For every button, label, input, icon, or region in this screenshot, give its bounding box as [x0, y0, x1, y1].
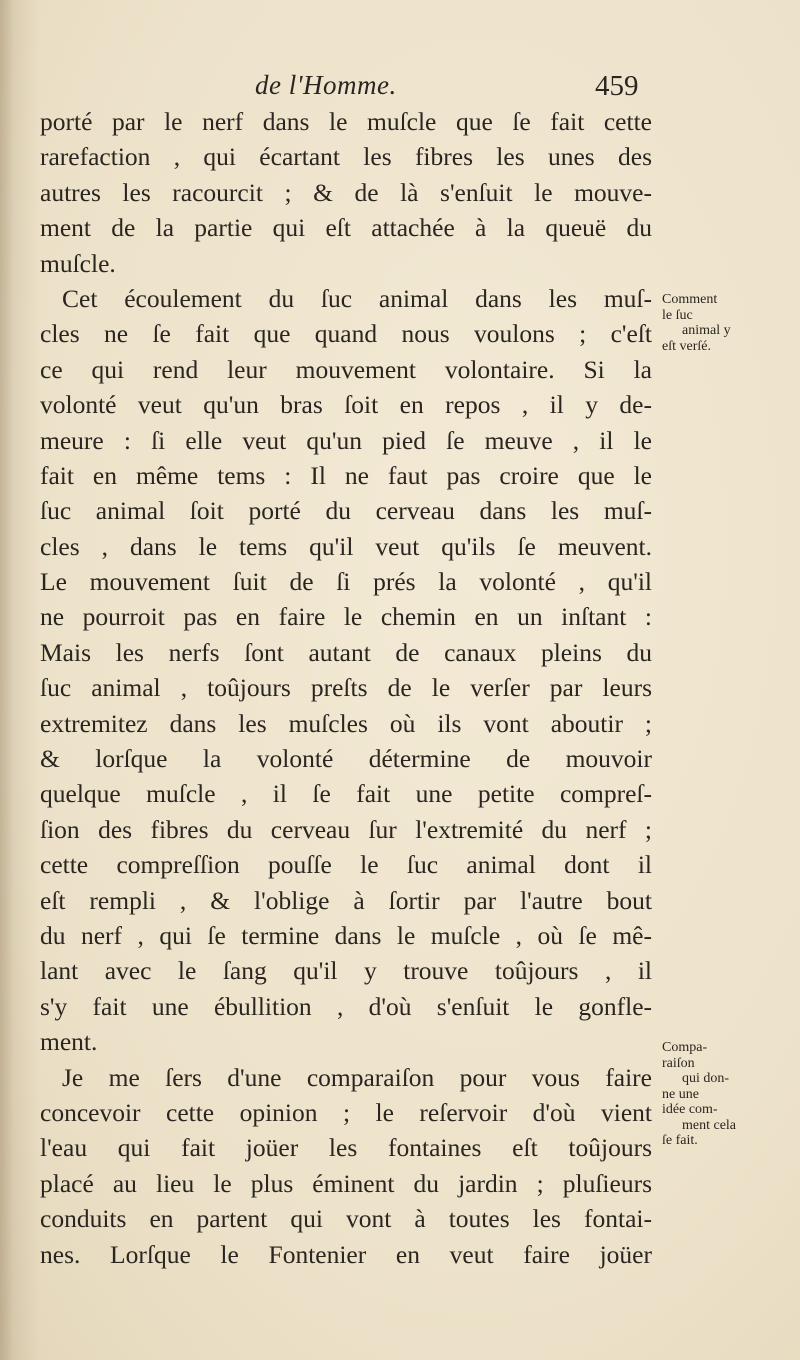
margin-note-line: qui don- — [682, 1071, 730, 1086]
text-line: lant avec le ſang qu'il y trouve toûjours , il — [40, 956, 652, 986]
text-line: l'eau qui fait joüer les fontaines eſt toûjours — [40, 1133, 652, 1163]
text-line: placé au lieu le plus éminent du jardin ; pluſieurs — [40, 1168, 652, 1198]
margin-note-comparaison — [662, 1040, 772, 1149]
text-line: ne pourroit pas en faire le chemin en un inſtant : — [40, 602, 652, 632]
text-line: conduits en partent qui vont à toutes les fontai- — [40, 1204, 652, 1234]
text-line: Cet écoulement du ſuc animal dans les muſ- — [62, 283, 652, 313]
margin-note-line: ne une — [662, 1086, 699, 1102]
text-line: porté par le nerf dans le muſcle que ſe fait cette — [40, 107, 652, 136]
margin-note-line: eſt verſé. — [662, 338, 711, 354]
text-line: autres les racourcit ; & de là s'enſuit le mouve- — [40, 177, 652, 207]
text-line: Mais les nerfs ſont autant de canaux pleins du — [40, 637, 652, 667]
text-line: ment de la partie qui eſt attachée à la queuë du — [40, 213, 652, 243]
page-number: 459 — [595, 70, 639, 102]
body-text — [40, 104, 652, 1272]
margin-note-line: Compa- — [662, 1040, 708, 1055]
margin-note-line: le ſuc — [662, 307, 693, 323]
text-line: ſion des fibres du cerveau ſur l'extremité du nerf ; — [40, 814, 652, 844]
margin-note-line: ſe fait. — [662, 1133, 698, 1148]
margin-note-line: Comment — [662, 292, 718, 307]
margin-note-line: animal y — [682, 323, 731, 338]
text-line: eſt rempli , & l'oblige à ſortir par l'autre bout — [40, 885, 652, 915]
text-line: extremitez dans les muſcles où ils vont aboutir ; — [40, 708, 652, 738]
text-line: Le mouvement ſuit de ſi prés la volonté , qu'il — [40, 567, 652, 597]
margin-note-line: idée com- — [662, 1102, 718, 1117]
running-title: de l'Homme. — [255, 70, 397, 100]
text-line: cles , dans le tems qu'il veut qu'ils ſe meuvent. — [40, 531, 652, 561]
text-line: & lorſque la volonté détermine de mouvoir — [40, 744, 652, 774]
text-line: meure : ſi elle veut qu'un pied ſe meuve , il le — [40, 425, 652, 455]
text-line: ſuc animal , toûjours preſts de le verſer par leurs — [40, 673, 652, 703]
text-line: ſuc animal ſoit porté du cerveau dans les muſ- — [40, 496, 652, 526]
text-line: muſcle. — [40, 248, 116, 278]
text-line: volonté veut qu'un bras ſoit en repos , il y de- — [40, 390, 652, 420]
text-line: nes. Lorſque le Fontenier en veut faire joüer — [40, 1239, 652, 1269]
margin-note-line: raiſon — [662, 1055, 695, 1071]
text-line: s'y fait une ébullition , d'où s'enſuit le gonfle- — [40, 991, 652, 1021]
text-line: concevoir cette opinion ; le reſervoir d'où vient — [40, 1097, 652, 1127]
text-line: Je me ſers d'une comparaiſon pour vous faire — [62, 1062, 652, 1092]
text-line: cette compreſſion pouſſe le ſuc animal dont il — [40, 850, 652, 880]
text-line: du nerf , qui ſe termine dans le muſcle , où ſe mê- — [40, 920, 652, 950]
text-line: rarefaction , qui écartant les fibres les unes des — [40, 142, 652, 172]
margin-note-suc-animal — [662, 292, 772, 354]
text-line: ce qui rend leur mouvement volontaire. Si la — [40, 354, 652, 384]
text-line: ment. — [40, 1027, 98, 1057]
text-line: cles ne ſe fait que quand nous voulons ; c'eſt — [40, 319, 652, 349]
text-line: fait en même tems : Il ne faut pas croire que le — [40, 460, 652, 490]
text-line: quelque muſcle , il ſe fait une petite compreſ- — [40, 779, 652, 809]
margin-note-line: ment cela — [682, 1117, 737, 1133]
